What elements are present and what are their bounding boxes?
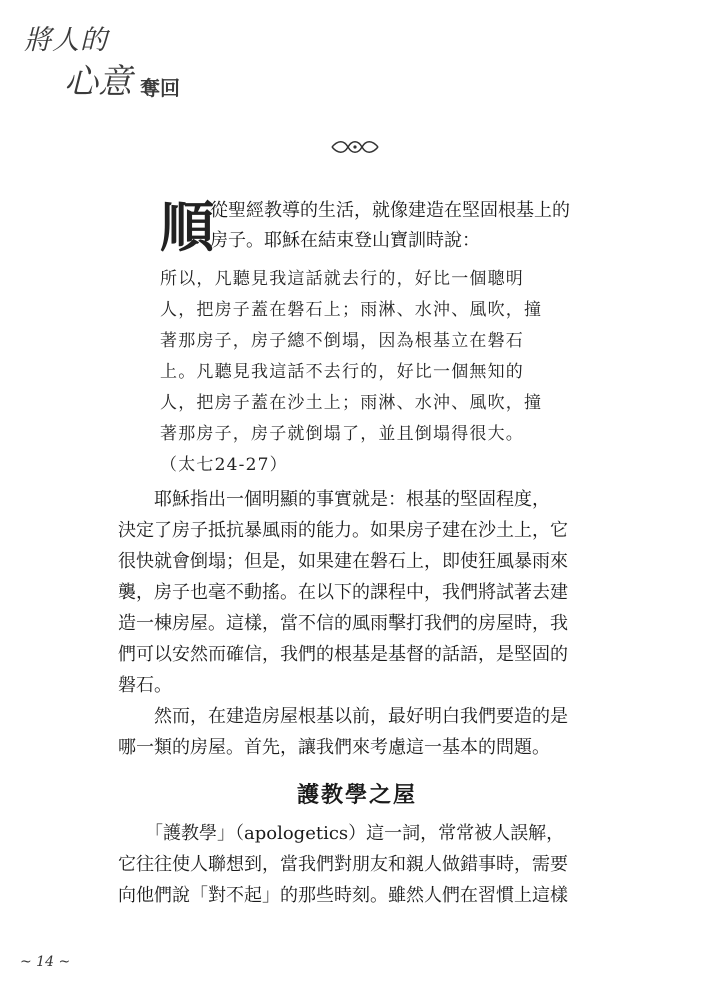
paragraph-line: 襲，房子也毫不動搖。在以下的課程中，我們將試著去建: [118, 582, 568, 603]
quote-line: 所以，凡聽見我這話就去行的，好比一個聰明: [160, 269, 524, 289]
logo-text-line2: 心意: [64, 62, 132, 102]
paragraph-line: 它往往使人聯想到，當我們對朋友和親人做錯事時，需要: [118, 854, 568, 875]
paragraph-line: 向他們說「對不起」的那些時刻。雖然人們在習慣上這樣: [118, 885, 568, 906]
paragraph-line: 「護教學」（apologetics）這一詞，常常被人誤解，: [118, 823, 565, 844]
section-paragraph: [118, 818, 603, 911]
quote-line: 上。凡聽見我這話不去行的，好比一個無知的: [160, 362, 524, 382]
scripture-reference: （太七24-27）: [160, 455, 288, 475]
section-ornament: [330, 138, 380, 156]
paragraph-line: 很快就會倒塌；但是，如果建在磐石上，即使狂風暴雨來: [118, 551, 568, 572]
book-title-logo: [18, 14, 193, 102]
section-heading: 護教學之屋: [296, 782, 417, 808]
paragraph-line: 然而，在建造房屋根基以前，最好明白我們要造的是: [118, 706, 568, 727]
quote-line: 著那房子，房子總不倒塌，因為根基立在磐石: [160, 331, 524, 351]
paragraph-line: 哪一類的房屋。首先，讓我們來考慮這一基本的問題。: [118, 737, 550, 758]
scripture-quote: [160, 264, 590, 481]
quote-line: 人，把房子蓋在磐石上；雨淋、水沖、風吹，撞: [160, 300, 543, 320]
paragraph-line: 決定了房子抵抗暴風雨的能力。如果房子建在沙土上，它: [118, 520, 568, 541]
paragraph-line: 磐石。: [118, 675, 172, 696]
drop-cap: 順: [160, 195, 214, 259]
quote-line: 著那房子，房子就倒塌了，並且倒塌得很大。: [160, 424, 524, 444]
quote-line: 人，把房子蓋在沙土上；雨淋、水沖、風吹，撞: [160, 393, 543, 413]
logo-text-line1: 將人的: [24, 25, 108, 56]
opening-line: 房子。耶穌在結束登山寶訓時說：: [210, 230, 480, 251]
logo-text-line2-b: 奪回: [140, 76, 180, 100]
page-number: ~ 14 ~: [20, 954, 71, 970]
opening-line: 從聖經教導的生活，就像建造在堅固根基上的: [210, 200, 570, 221]
paragraph-1: [118, 484, 603, 701]
paragraph-line: 們可以安然而確信，我們的根基是基督的話語，是堅固的: [118, 644, 568, 665]
paragraph-2: [118, 701, 603, 763]
paragraph-line: 耶穌指出一個明顯的事實就是：根基的堅固程度，: [118, 489, 550, 510]
paragraph-line: 造一棟房屋。這樣，當不信的風雨擊打我們的房屋時，我: [118, 613, 568, 634]
